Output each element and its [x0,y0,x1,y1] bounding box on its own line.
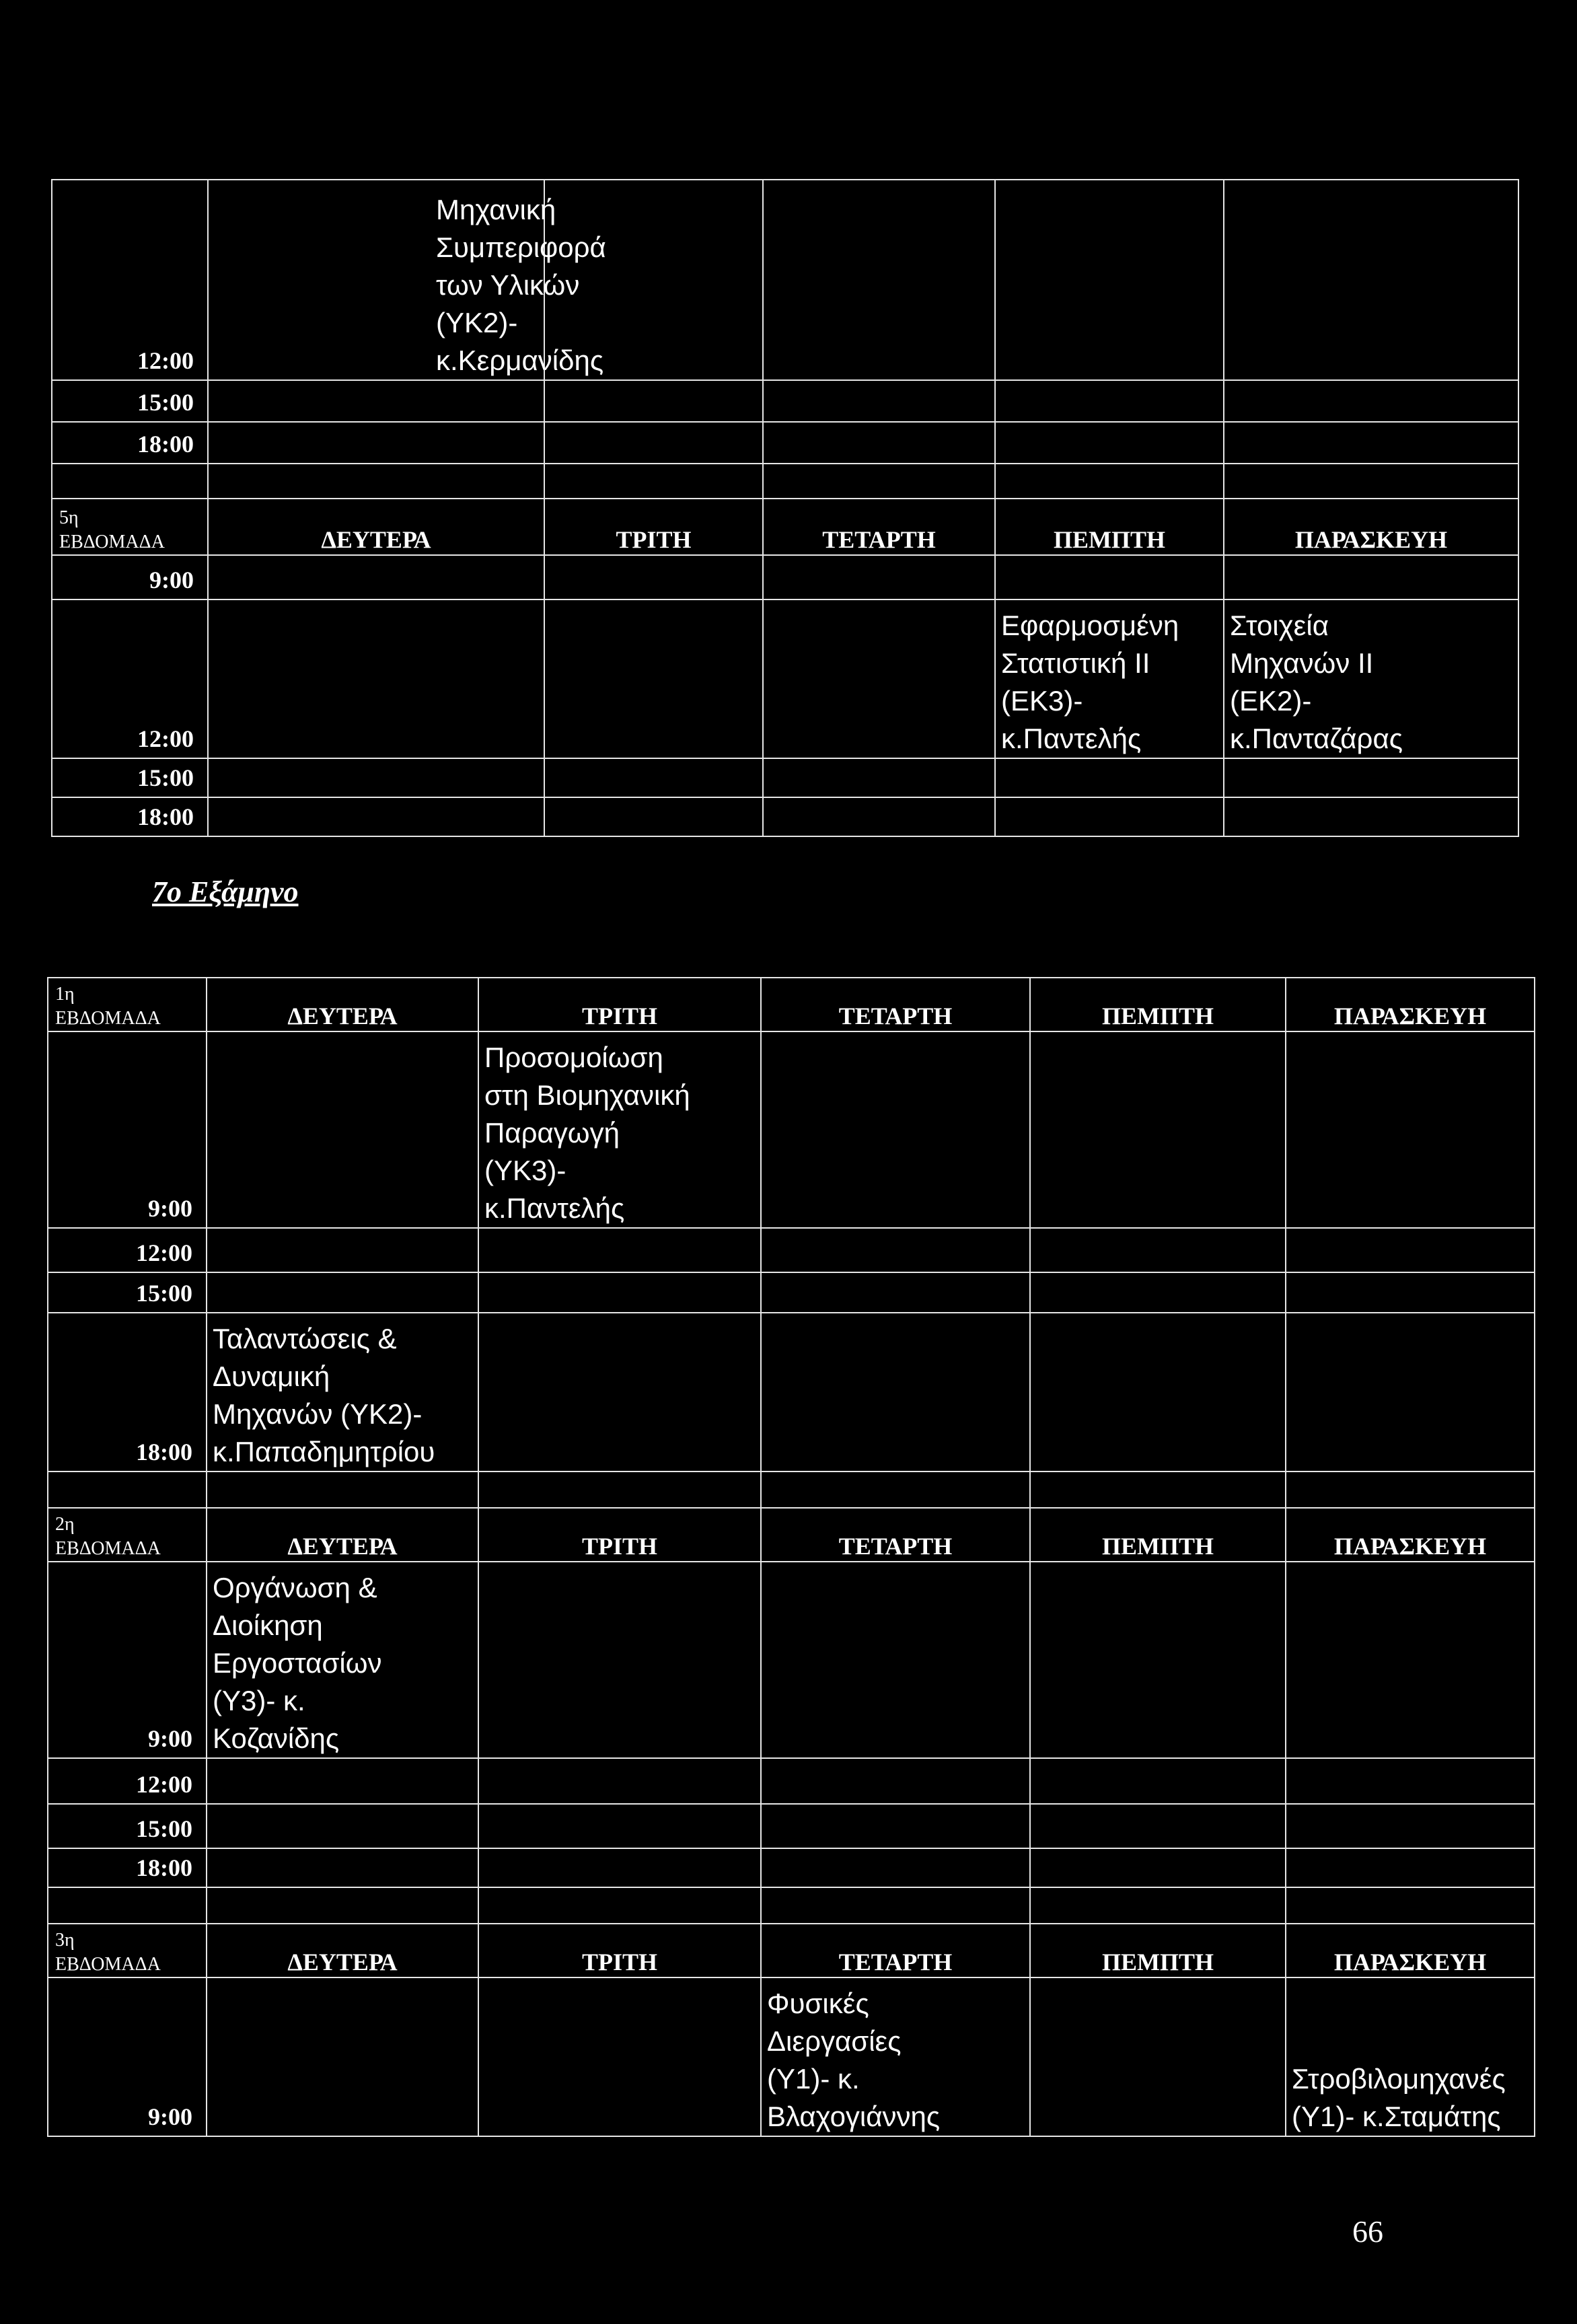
time-15: 15:00 [52,380,208,422]
time-9: 9:00 [48,1031,207,1228]
time-12: 12:00 [52,600,208,758]
day-tuesday: ΤΡΙΤΗ [544,499,763,555]
day-friday: ΠΑΡΑΣΚΕΥΗ [1286,1508,1535,1562]
course-vibrations-dynamics: Ταλαντώσεις & Δυναμική Μηχανών (ΥΚ2)- κ.Παπαδημητρίου [207,1313,478,1472]
day-friday: ΠΑΡΑΣΚΕΥΗ [1286,1924,1535,1977]
semester-title: 7ο Εξάμηνο [152,875,299,908]
day-tuesday: ΤΡΙΤΗ [478,978,761,1031]
day-thursday: ΠΕΜΠΤΗ [995,499,1224,555]
course-physical-processes: Φυσικές Διεργασίες (Υ1)- κ. Βλαχογιάννης [761,1977,1030,2136]
page-number: 66 [1352,2214,1383,2249]
week-2-label: 2η ΕΒΔΟΜΑΔΑ [48,1508,207,1562]
day-wednesday: ΤΕΤΑΡΤΗ [761,1508,1030,1562]
course-turbomachines: Στροβιλομηχανές (Υ1)- κ.Σταμάτης [1286,1977,1535,2136]
course-mechanical-behavior: Μηχανική Συμπεριφορά των Υλικών (ΥΚ2)- κ.Κερμανίδης [544,180,763,380]
time-12: 12:00 [52,180,208,380]
time-15: 15:00 [52,758,208,797]
day-monday: ΔΕΥΤΕΡΑ [207,1924,478,1977]
course-industrial-simulation: Προσομοίωση στη Βιομηχανική Παραγωγή (ΥΚ3)- κ.Παντελής [478,1031,761,1228]
day-wednesday: ΤΕΤΑΡΤΗ [761,1924,1030,1977]
course-factory-management: Οργάνωση & Διοίκηση Εργοστασίων (Υ3)- κ. Κοζανίδης [207,1562,478,1758]
time-18: 18:00 [52,422,208,464]
time-15: 15:00 [48,1272,207,1313]
time-9: 9:00 [52,555,208,600]
day-monday: ΔΕΥΤΕΡΑ [207,978,478,1031]
time-9: 9:00 [48,1562,207,1758]
day-monday: ΔΕΥΤΕΡΑ [208,499,544,555]
time-12: 12:00 [48,1758,207,1804]
week-1-label: 1η ΕΒΔΟΜΑΔΑ [48,978,207,1031]
schedule-table-top [51,179,1519,837]
time-9: 9:00 [48,1977,207,2136]
day-friday: ΠΑΡΑΣΚΕΥΗ [1286,978,1535,1031]
day-monday: ΔΕΥΤΕΡΑ [207,1508,478,1562]
day-thursday: ΠΕΜΠΤΗ [1030,978,1286,1031]
time-18: 18:00 [48,1313,207,1472]
day-tuesday: ΤΡΙΤΗ [478,1508,761,1562]
week-3-label: 3η ΕΒΔΟΜΑΔΑ [48,1924,207,1977]
day-wednesday: ΤΕΤΑΡΤΗ [761,978,1030,1031]
course-applied-statistics: Εφαρμοσμένη Στατιστική ΙΙ (ΕΚ3)- κ.Παντελής [995,600,1224,758]
course-machine-elements: Στοιχεία Μηχανών ΙΙ (ΕΚ2)- κ.Πανταζάρας [1224,600,1518,758]
week-5-label: 5η ΕΒΔΟΜΑΔΑ [52,499,208,555]
day-tuesday: ΤΡΙΤΗ [478,1924,761,1977]
schedule-table-7th-semester [47,977,1535,2137]
time-12: 12:00 [48,1228,207,1272]
time-15: 15:00 [48,1804,207,1848]
time-18: 18:00 [52,797,208,836]
day-thursday: ΠΕΜΠΤΗ [1030,1924,1286,1977]
time-18: 18:00 [48,1848,207,1887]
day-wednesday: ΤΕΤΑΡΤΗ [763,499,995,555]
day-thursday: ΠΕΜΠΤΗ [1030,1508,1286,1562]
day-friday: ΠΑΡΑΣΚΕΥΗ [1224,499,1518,555]
